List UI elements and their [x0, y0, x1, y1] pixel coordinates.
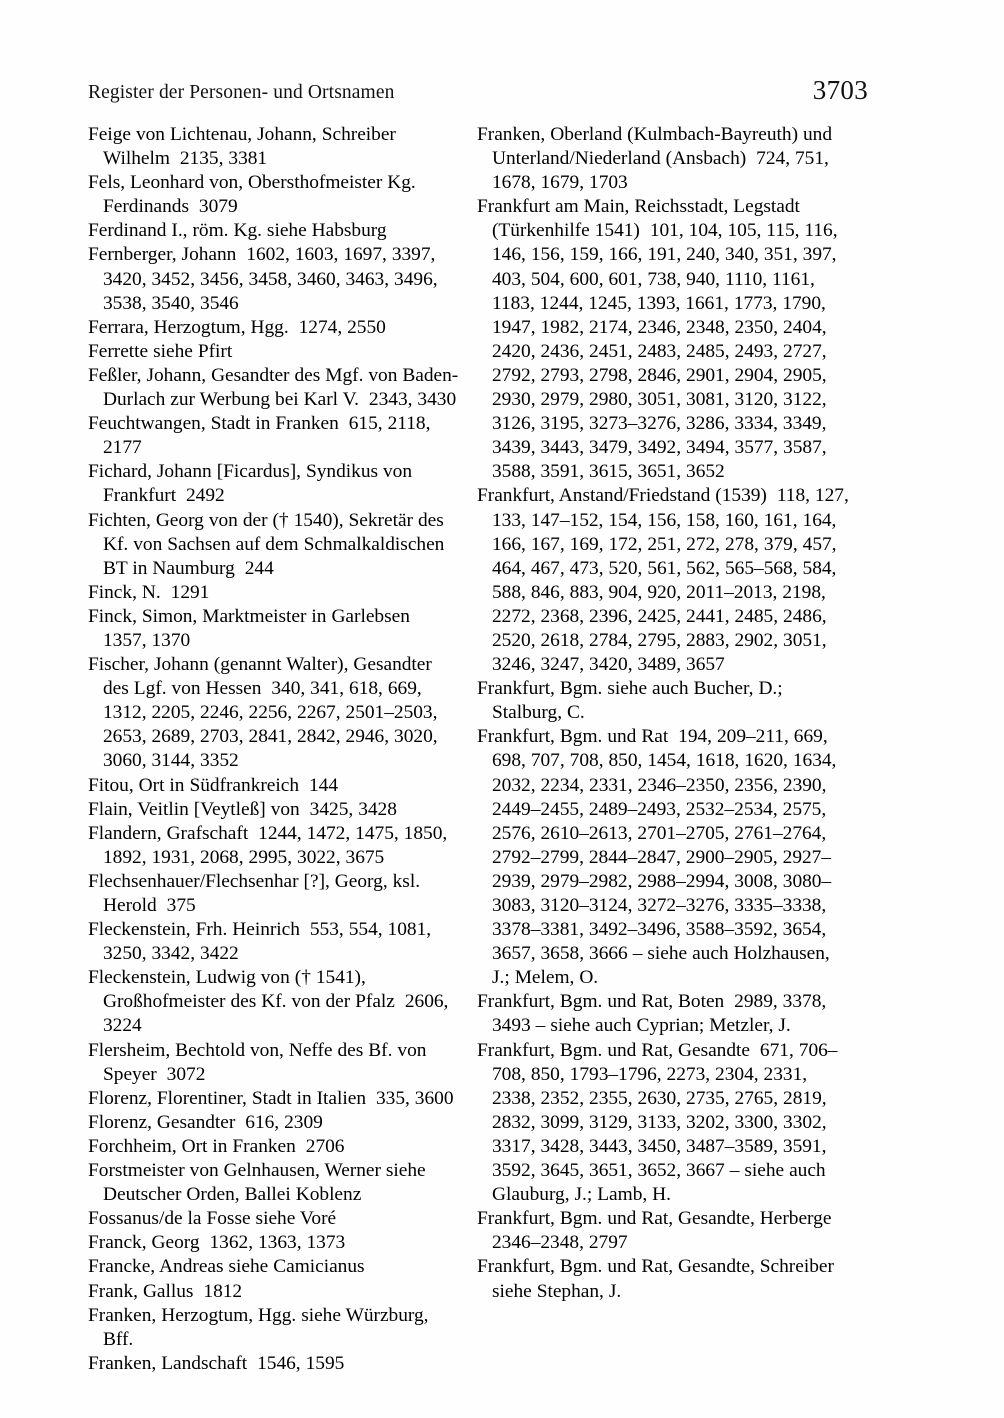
running-header [88, 74, 868, 108]
index-entry: Frankfurt, Bgm. und Rat 194, 209–211, 669, 698, 707, 708, 850, 1454, 1618, 1620, 1634, 2032, 2234, 2331, 2346–2350, 2356, 2390, 2449–2455, 2489–2493, 2532–2534, 2575, 2576, 2610–2613, 2701–2705, 2761–2764, 2792–2799, 2844–2847, 2900–2905, 2927–2939, 2979–2982, 2988–2994, 3008, 3080–3083, 3120–3124, 3272–3276, 3335–3338, 3378–3381, 3492–3496, 3588–3592, 3654, 3657, 3658, 3666 – siehe auch Holzhausen, J.; Melem, O. [477, 726, 842, 989]
index-entry: Fichard, Johann [Ficardus], Syndikus von Frankfurt 2492 [88, 461, 418, 507]
index-entry: Frankfurt, Bgm. und Rat, Gesandte 671, 706–708, 850, 1793–1796, 2273, 2304, 2331, 2338, 2352, 2355, 2630, 2735, 2765, 2819, 2832, 3099, 3129, 3133, 3202, 3300, 3302, 3317, 3428, 3443, 3450, 3487–3589, 3591, 3592, 3645, 3651, 3652, 3667 – siehe auch Glauburg, J.; Lamb, H. [477, 1039, 838, 1206]
index-entry: Finck, Simon, Marktmeister in Garlebsen 1357, 1370 [88, 605, 420, 651]
index-entry: Frankfurt, Bgm. und Rat, Gesandte, Schreiber siehe Stephan, J. [477, 1256, 839, 1302]
index-entry: Flandern, Grafschaft 1244, 1472, 1475, 1850, 1892, 1931, 2068, 2995, 3022, 3675 [88, 822, 453, 868]
index-entry: Fernberger, Johann 1602, 1603, 1697, 3397, 3420, 3452, 3456, 3458, 3460, 3463, 3496, 3538, 3540, 3546 [88, 244, 443, 314]
index-entry: Flersheim, Bechtold von, Neffe des Bf. von Speyer 3072 [88, 1039, 432, 1085]
index-entry: Franken, Oberland (Kulmbach-Bayreuth) und Unterland/Niederland (Ansbach) 724, 751, 1678, 1679, 1703 [477, 124, 837, 194]
index-entry: Franken, Herzogtum, Hgg. siehe Würzburg, Bff. [88, 1304, 434, 1350]
index-entry: Fitou, Ort in Südfrankreich 144 [88, 774, 339, 796]
index-entry: Forchheim, Ort in Franken 2706 [88, 1135, 345, 1157]
index-entry: Feuchtwangen, Stadt in Franken 615, 2118, 2177 [88, 413, 436, 459]
index-entry: Ferrette siehe Pfirt [88, 340, 233, 362]
index-entry: Frankfurt, Bgm. und Rat, Boten 2989, 3378, 3493 – siehe auch Cyprian; Metzler, J. [477, 991, 832, 1037]
index-entry: Flechsenhauer/Flechsenhar [?], Georg, ksl. Herold 375 [88, 870, 426, 916]
index-entry: Frankfurt, Bgm. siehe auch Bucher, D.; Stalburg, C. [477, 678, 788, 724]
index-entry: Francke, Andreas siehe Camicianus [88, 1256, 365, 1278]
index-entry: Flain, Veitlin [Veytleß] von 3425, 3428 [88, 798, 397, 820]
index-column-left [88, 123, 460, 1376]
index-column-right [477, 123, 854, 1376]
index-entry: Frankfurt am Main, Reichsstadt, Legstadt (Türkenhilfe 1541) 101, 104, 105, 115, 116, 146, 156, 159, 166, 191, 240, 340, 351, 397, 403, 504, 600, 601, 738, 940, 1110, 1161, 1183, 1244, 1245, 1393, 1661, 1773, 1790, 1947, 1982, 2174, 2346, 2348, 2350, 2404, 2420, 2436, 2451, 2483, 2485, 2493, 2727, 2792, 2793, 2798, 2846, 2901, 2904, 2905, 2930, 2979, 2980, 3051, 3081, 3120, 3122, 3126, 3195, 3273–3276, 3286, 3334, 3349, 3439, 3443, 3479, 3492, 3494, 3577, 3587, 3588, 3591, 3615, 3651, 3652 [477, 196, 843, 483]
index-entry: Frank, Gallus 1812 [88, 1280, 243, 1302]
page-number: 3703 [812, 75, 868, 105]
index-entry: Fleckenstein, Ludwig von († 1541), Großhofmeister des Kf. von der Pfalz 2606, 3224 [88, 967, 454, 1037]
index-entry: Ferdinand I., röm. Kg. siehe Habsburg [88, 220, 387, 242]
index-entry: Fischer, Johann (genannt Walter), Gesandter des Lgf. von Hessen 340, 341, 618, 669, 1312, 2205, 2246, 2256, 2267, 2501–2503, 2653, 2689, 2703, 2841, 2842, 2946, 3020, 3060, 3144, 3352 [88, 654, 443, 772]
index-entry: Florenz, Gesandter 616, 2309 [88, 1111, 323, 1133]
index-entry: Fleckenstein, Frh. Heinrich 553, 554, 1081, 3250, 3342, 3422 [88, 919, 437, 965]
index-entry: Florenz, Florentiner, Stadt in Italien 335, 3600 [88, 1087, 454, 1109]
index-entry: Frankfurt, Bgm. und Rat, Gesandte, Herberge 2346–2348, 2797 [477, 1208, 842, 1254]
index-entry: Ferrara, Herzogtum, Hgg. 1274, 2550 [88, 316, 386, 338]
index-entry: Franken, Landschaft 1546, 1595 [88, 1352, 345, 1374]
index-entry: Frankfurt, Anstand/Friedstand (1539) 118, 127, 133, 147–152, 154, 156, 158, 160, 161, 164, 166, 167, 169, 172, 251, 272, 278, 379, 457, 464, 467, 473, 520, 561, 562, 565–568, 584, 588, 846, 883, 904, 920, 2011–2013, 2198, 2272, 2368, 2396, 2425, 2441, 2485, 2486, 2520, 2618, 2784, 2795, 2883, 2902, 3051, 3246, 3247, 3420, 3489, 3657 [477, 485, 854, 676]
index-columns [88, 123, 874, 1376]
index-entry: Franck, Georg 1362, 1363, 1373 [88, 1232, 346, 1254]
index-entry: Fossanus/de la Fosse siehe Voré [88, 1208, 337, 1230]
index-entry: Fels, Leonhard von, Obersthofmeister Kg. Ferdinands 3079 [88, 172, 421, 218]
index-entry: Fichten, Georg von der († 1540), Sekretär des Kf. von Sachsen auf dem Schmalkaldischen BT in Naumburg 244 [88, 509, 450, 579]
index-entry: Forstmeister von Gelnhausen, Werner siehe Deutscher Orden, Ballei Koblenz [88, 1160, 431, 1206]
running-header-title: Register der Personen- und Ortsnamen [88, 82, 395, 103]
index-entry: Feige von Lichtenau, Johann, Schreiber Wilhelm 2135, 3381 [88, 124, 401, 170]
index-entry: Feßler, Johann, Gesandter des Mgf. von Baden-Durlach zur Werbung bei Karl V. 2343, 3430 [88, 364, 459, 411]
index-entry: Finck, N. 1291 [88, 581, 210, 603]
